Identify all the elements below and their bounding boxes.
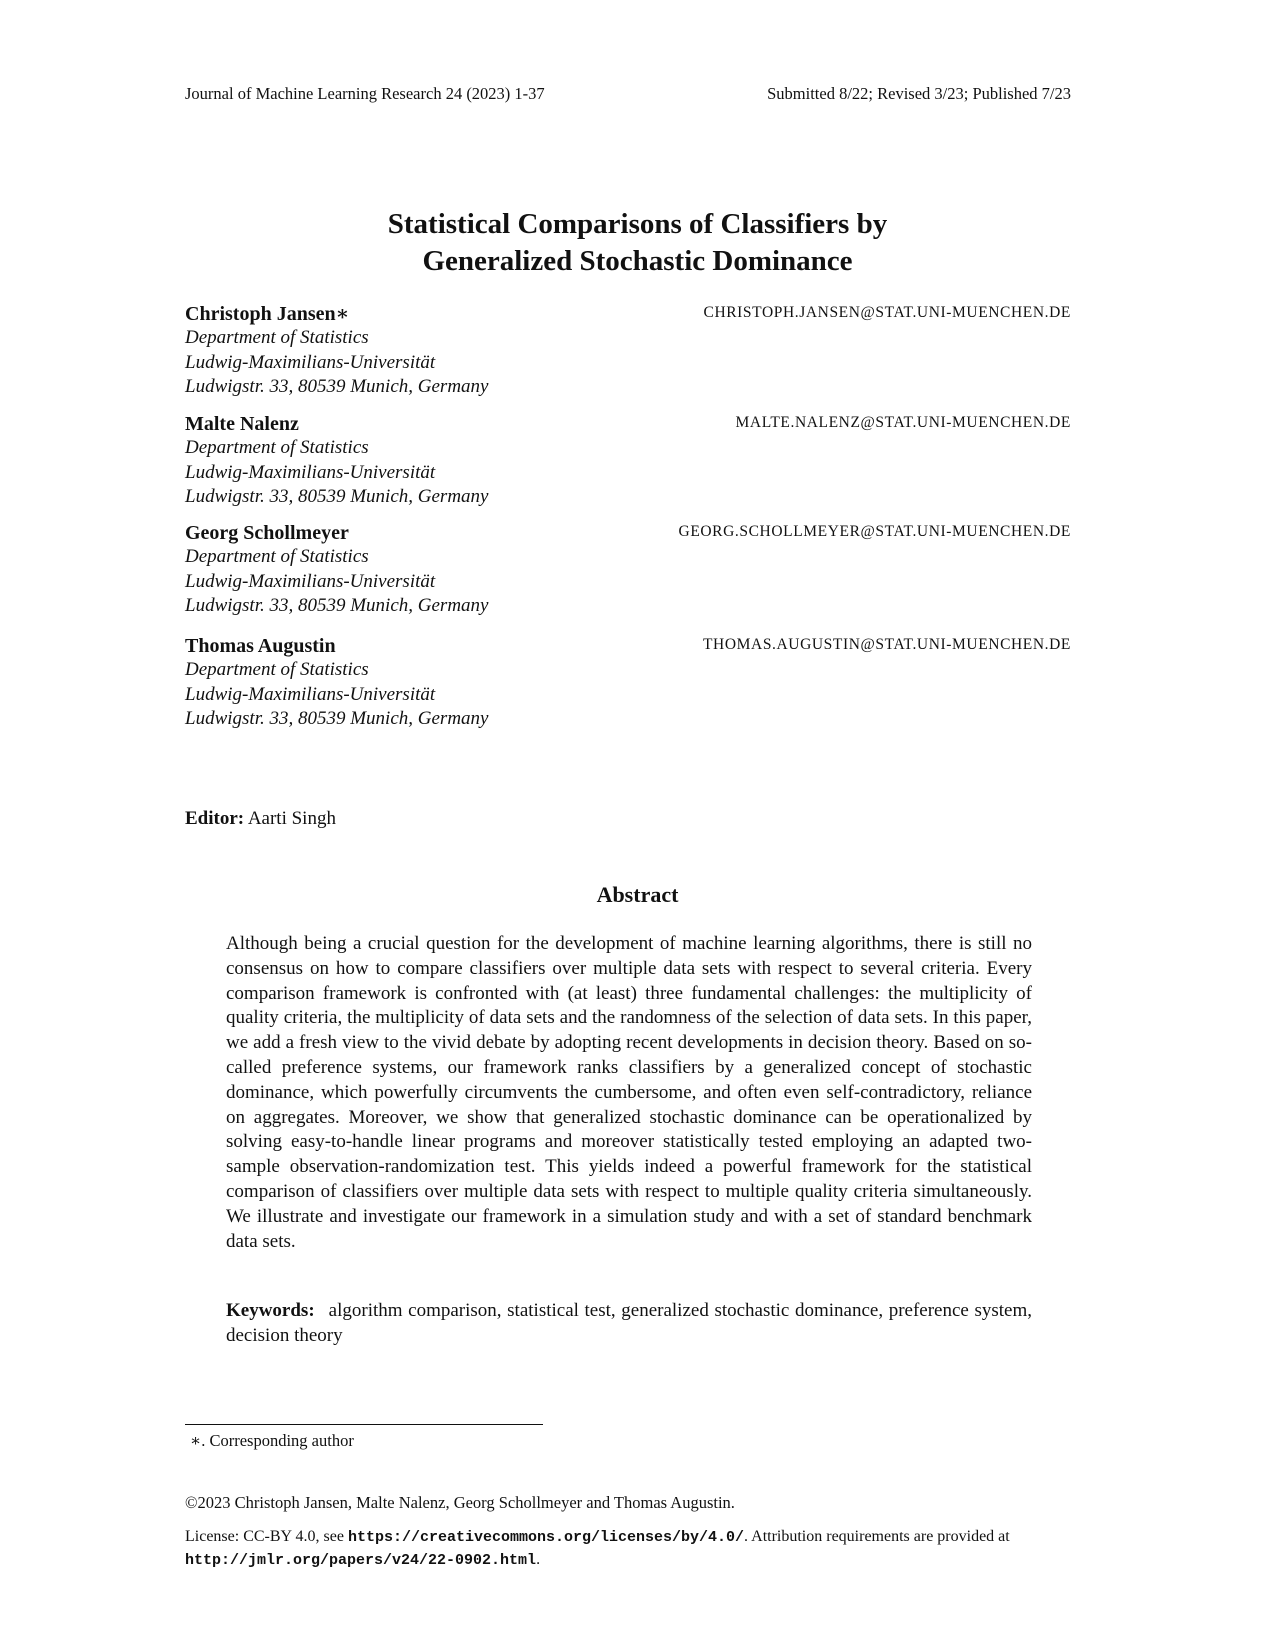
journal-header: Journal of Machine Learning Research 24 (2023) 1-37 (185, 84, 545, 103)
author-block (185, 634, 1071, 732)
abstract-text: Although being a crucial question for the development of machine learning algorithms, there is still no consensus on how to compare classifiers over multiple data sets with respect to several criteria. Every comparison framework is confronted with (at least) three fundamental challenges: the multiplicity of quality criteria, the multiplicity of data sets and the randomness of the selection of data sets. In this paper, we add a fresh view to the vivid debate by adopting recent developments in decision theory. Based on so-called preference systems, our framework ranks classifiers by a generalized concept of stochastic dominance, which powerfully circumvents the cumbersome, and often even self-contradictory, reliance on aggregates. Moreover, we show that generalized stochastic dominance can be operationalized by solving easy-to-handle linear programs and moreover statistically tested employing an adapted two-sample observation-randomization test. This yields indeed a powerful framework for the statistical comparison of classifiers over multiple data sets with respect to multiple quality criteria simultaneously. We illustrate and investigate our framework in a simulation study and with a set of standard benchmark data sets. (226, 933, 1032, 1252)
keywords-text: algorithm comparison, statistical test, generalized stochastic dominance, preference system, decision theory (226, 1300, 1032, 1346)
submission-dates: Submitted 8/22; Revised 3/23; Published 7/23 (767, 84, 1071, 103)
paper-link[interactable]: http://jmlr.org/papers/v24/22-0902.html (185, 1552, 537, 1569)
author-email[interactable]: THOMAS.AUGUSTIN@STAT.UNI-MUENCHEN.DE (702, 636, 1071, 653)
abstract-heading: Abstract (596, 882, 679, 907)
license-suffix: . (536, 1551, 541, 1568)
author-address: Ludwigstr. 33, 80539 Munich, Germany (185, 486, 489, 507)
editor-line (185, 808, 336, 830)
keywords (226, 1298, 1032, 1348)
author-university: Ludwig-Maximilians-Universität (185, 683, 436, 705)
author-email[interactable]: MALTE.NALENZ@STAT.UNI-MUENCHEN.DE (735, 414, 1071, 431)
author-block (185, 521, 1071, 619)
title-line-1: Statistical Comparisons of Classifiers by (387, 208, 888, 240)
author-department: Department of Statistics (185, 327, 369, 348)
license-middle: . Attribution requirements are provided at (744, 1528, 1010, 1545)
title-line-2: Generalized Stochastic Dominance (422, 245, 853, 277)
author-address: Ludwigstr. 33, 80539 Munich, Germany (185, 708, 489, 729)
copyright-notice: ©2023 Christoph Jansen, Malte Nalenz, Georg Schollmeyer and Thomas Augustin. (185, 1493, 735, 1512)
author-department: Department of Statistics (185, 546, 369, 567)
author-university: Ludwig-Maximilians-Universität (185, 570, 436, 592)
editor-name: Aarti Singh (247, 808, 336, 829)
license-link[interactable]: https://creativecommons.org/licenses/by/4.0/ (347, 1529, 745, 1546)
author-block (185, 412, 1071, 510)
footnote-text: Corresponding author (209, 1431, 354, 1450)
author-university: Ludwig-Maximilians-Universität (185, 351, 436, 373)
author-address: Ludwigstr. 33, 80539 Munich, Germany (185, 376, 489, 397)
author-address: Ludwigstr. 33, 80539 Munich, Germany (185, 595, 489, 616)
license-prefix: License: CC-BY 4.0, see (185, 1528, 344, 1545)
author-block (185, 302, 1071, 400)
paper-title (0, 206, 1275, 280)
author-university: Ludwig-Maximilians-Universität (185, 461, 436, 483)
footnote (190, 1431, 354, 1451)
author-name: Christoph Jansen∗ (185, 303, 350, 325)
author-name: Malte Nalenz (185, 413, 299, 435)
author-email[interactable]: GEORG.SCHOLLMEYER@STAT.UNI-MUENCHEN.DE (678, 523, 1071, 540)
keywords-label: Keywords: (226, 1300, 315, 1321)
author-email[interactable]: CHRISTOPH.JANSEN@STAT.UNI-MUENCHEN.DE (703, 304, 1071, 321)
author-name: Thomas Augustin (185, 635, 336, 657)
footnote-marker: ∗. (190, 1431, 206, 1450)
author-name: Georg Schollmeyer (185, 522, 349, 544)
editor-label: Editor: (185, 808, 245, 829)
footnote-rule (185, 1424, 543, 1425)
author-department: Department of Statistics (185, 437, 369, 458)
author-department: Department of Statistics (185, 659, 369, 680)
license-notice (185, 1526, 1071, 1572)
